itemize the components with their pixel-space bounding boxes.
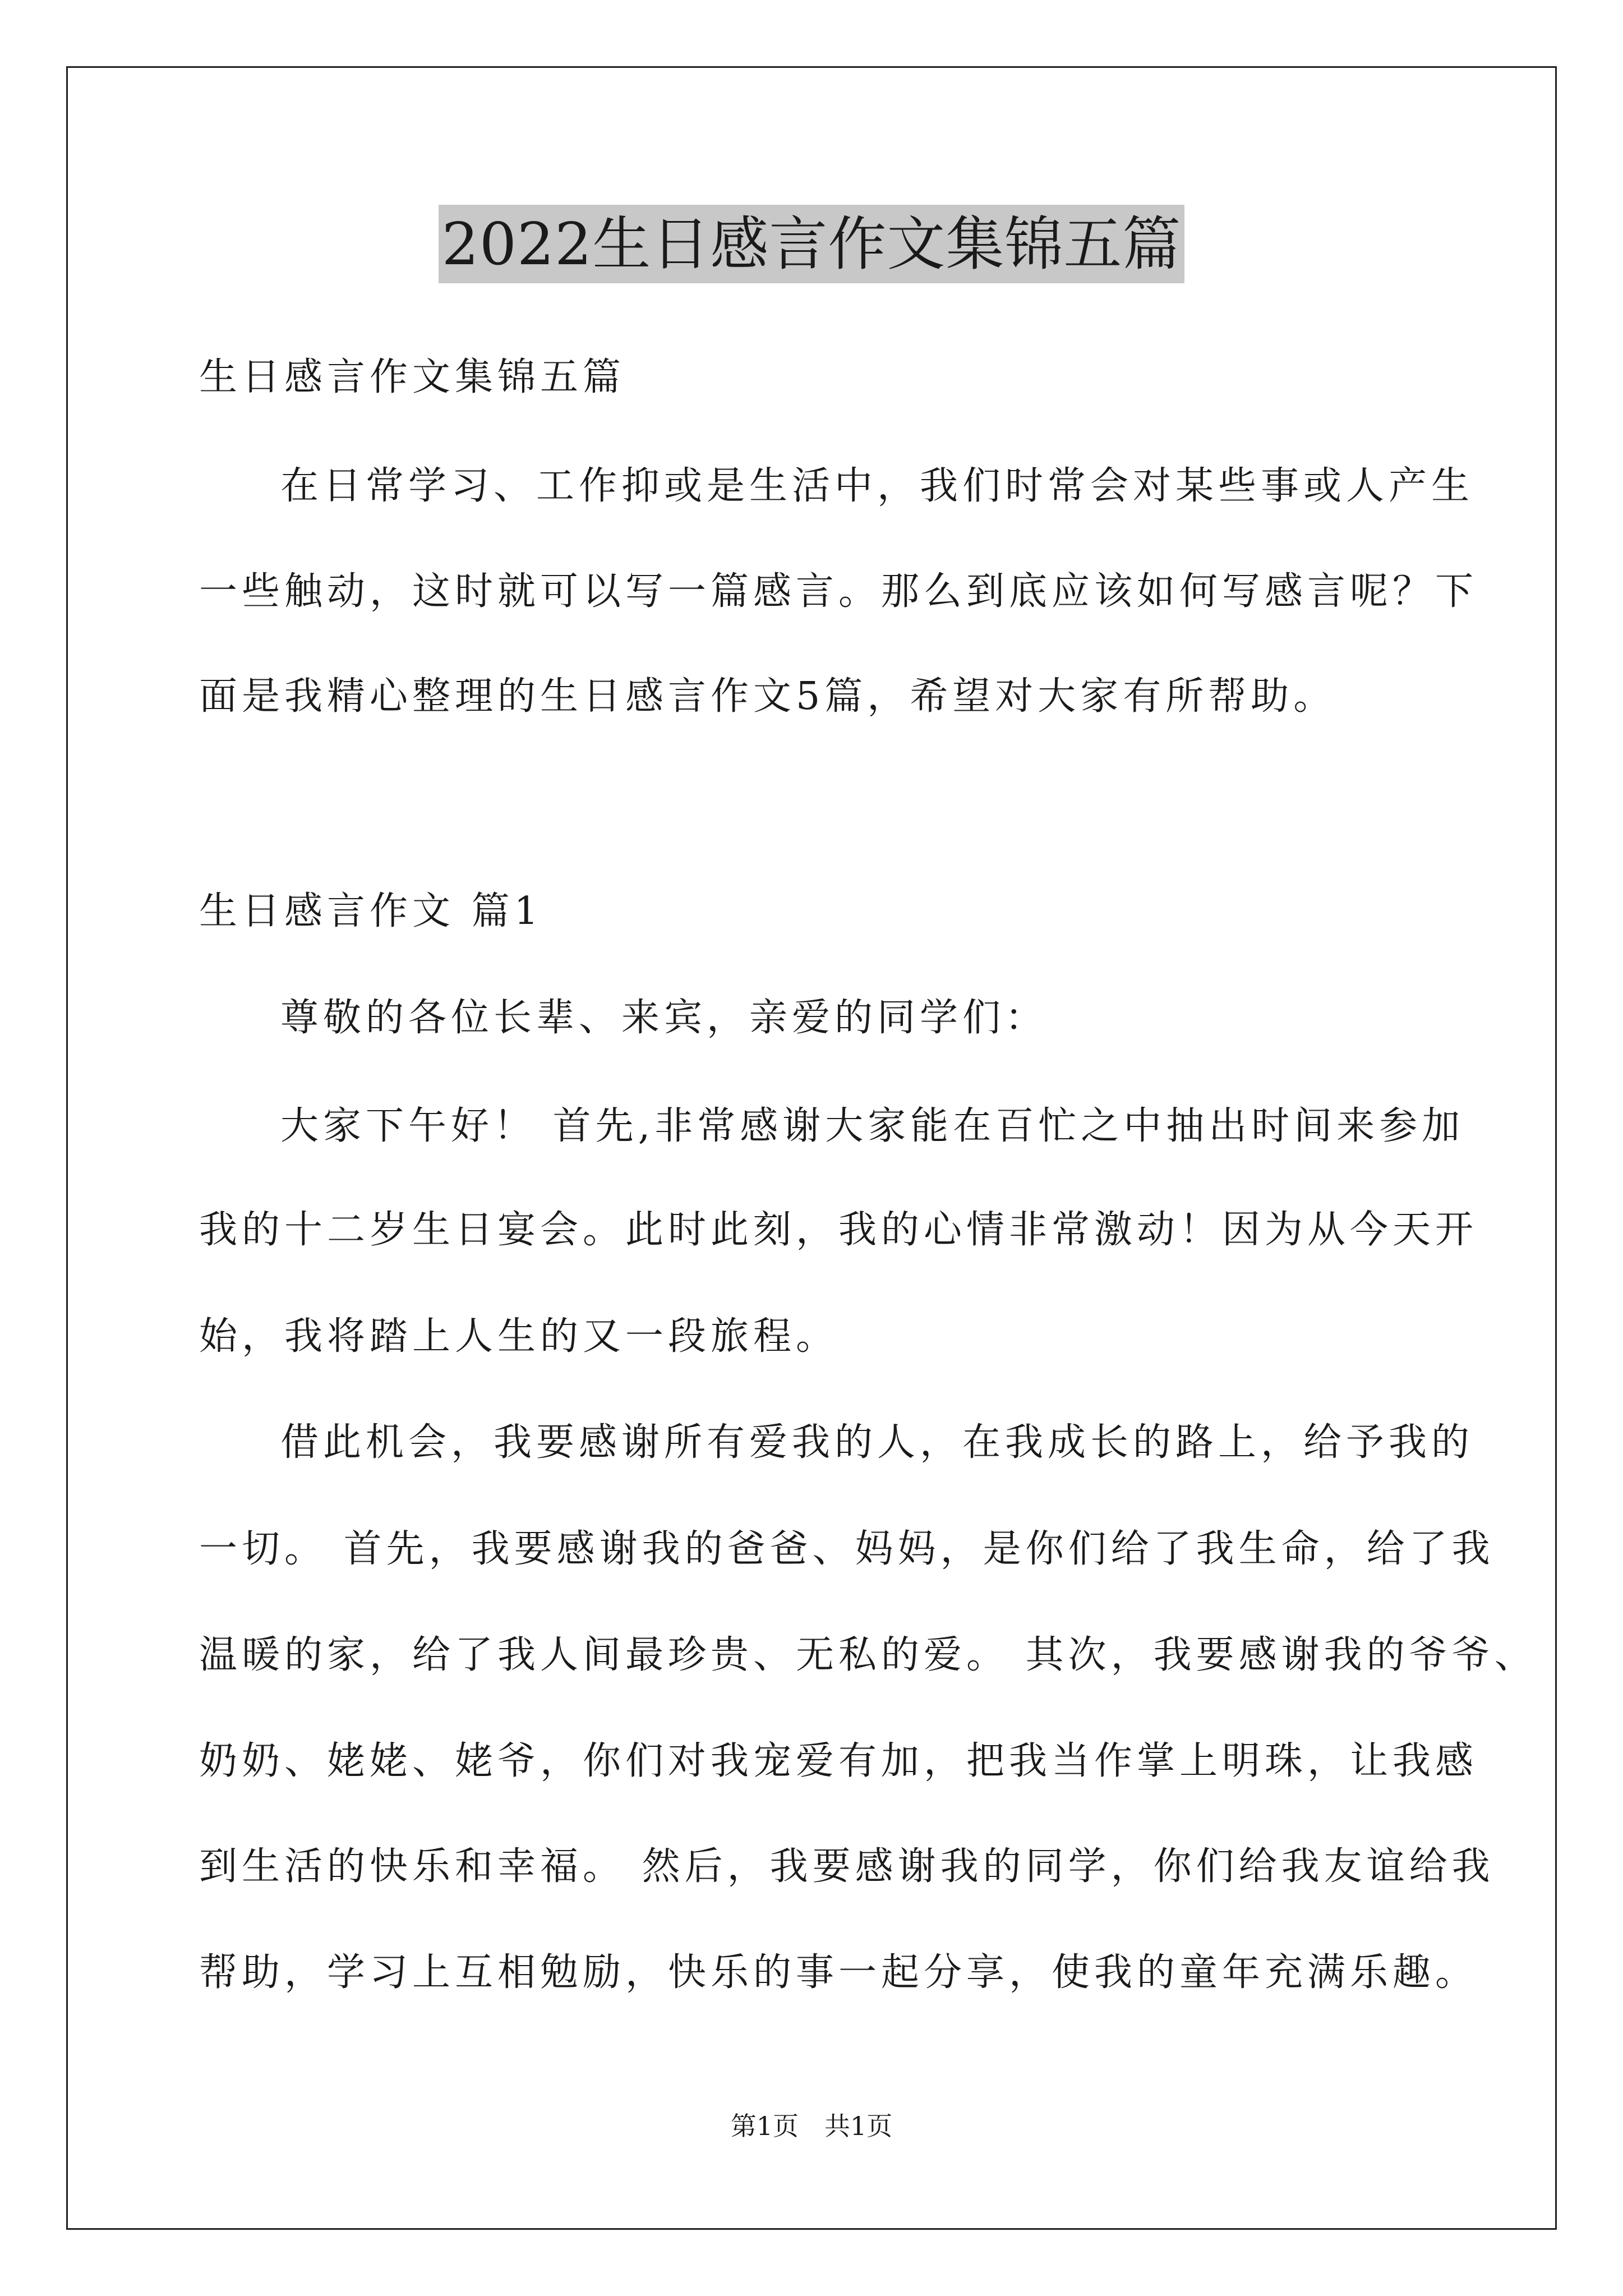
paragraph-line: 在日常学习、工作抑或是生活中，我们时常会对某些事或人产生 [280,464,1474,508]
paragraph-line: 借此机会，我要感谢所有爱我的人，在我成长的路上，给予我的 [280,1420,1474,1465]
document-title: 2022生日感言作文集锦五篇 [439,205,1185,283]
paragraph-line: 温暖的家，给了我人间最珍贵、无私的爱。 其次，我要感谢我的爷爷、 [199,1633,1537,1677]
paragraph-line: 尊敬的各位长辈、来宾，亲爱的同学们： [280,996,1048,1040]
title-container [0,205,1623,283]
paragraph-line: 始，我将踏上人生的又一段旅程。 [199,1314,839,1359]
paragraph-line: 帮助，学习上互相勉励，快乐的事一起分享，使我的童年充满乐趣。 [199,1950,1478,1995]
paragraph-line: 一切。 首先，我要感谢我的爸爸、妈妈，是你们给了我生命，给了我 [199,1527,1495,1571]
subtitle-line: 生日感言作文集锦五篇 [199,355,626,399]
paragraph-line: 面是我精心整理的生日感言作文5篇，希望对大家有所帮助。 [199,674,1336,719]
page-footer: 第1页 共1页 [730,2111,893,2141]
paragraph-line: 我的十二岁生日宴会。此时此刻，我的心情非常激动！因为从今天开 [199,1208,1478,1252]
paragraph-line: 到生活的快乐和幸福。 然后，我要感谢我的同学，你们给我友谊给我 [199,1844,1495,1889]
paragraph-line: 一些触动，这时就可以写一篇感言。那么到底应该如何写感言呢？下 [199,569,1478,614]
paragraph-line: 大家下午好！ 首先,非常感谢大家能在百忙之中抽出时间来参加 [280,1104,1465,1148]
paragraph-line: 奶奶、姥姥、姥爷，你们对我宠爱有加，把我当作掌上明珠，让我感 [199,1739,1478,1783]
section-heading: 生日感言作文 篇1 [199,889,543,933]
